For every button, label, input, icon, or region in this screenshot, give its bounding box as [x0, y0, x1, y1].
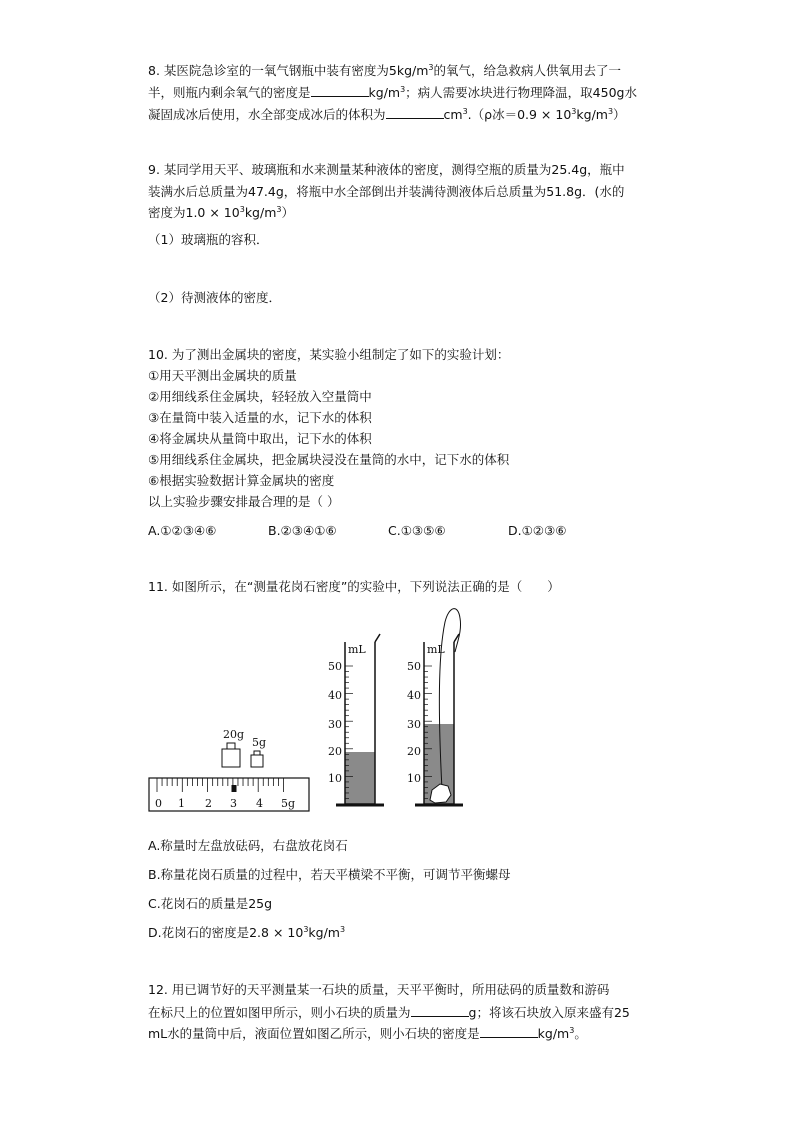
unit: kg/m [308, 925, 340, 940]
superscript: 3 [276, 204, 282, 214]
unit: cm [443, 107, 463, 122]
superscript: 3 [607, 106, 614, 116]
q10-option-d[interactable]: D.①②③⑥ [508, 523, 567, 538]
q10-step: ③在量筒中装入适量的水，记下水的体积 [148, 410, 372, 425]
answer-blank[interactable] [386, 106, 444, 119]
q12-text: g；将该石块放入原来盛有25 [468, 1005, 630, 1020]
ruler-label: 4 [256, 797, 263, 810]
ruler-label: 3 [230, 797, 237, 810]
q10-step: ⑤用细线系住金属块，把金属块浸没在量筒的水中，记下水的体积 [148, 452, 510, 467]
q11-figure [140, 600, 480, 825]
q11-option-b[interactable]: B.称量花岗石质量的过程中，若天平横梁不平衡，可调节平衡螺母 [148, 867, 511, 882]
superscript: 3 [428, 62, 434, 72]
measuring-cylinder-1 [328, 634, 384, 805]
q12-text: 。 [574, 1026, 587, 1041]
superscript: 3 [462, 106, 468, 116]
option-text: D.花岗石的密度是2.8 × 10 [148, 925, 304, 940]
balance-ruler [149, 778, 309, 811]
answer-blank[interactable] [480, 1025, 538, 1038]
unit: kg/m [244, 205, 277, 220]
superscript: 3 [303, 924, 309, 934]
q10-step: ⑥根据实验数据计算金属块的密度 [148, 473, 335, 488]
q9-sub1: （1）玻璃瓶的容积． [148, 232, 269, 247]
weight-5g [251, 736, 266, 767]
q8-text: .（ρ冰＝0.9 × 10 [467, 107, 572, 122]
q11-option-c[interactable]: C.花岗石的质量是25g [148, 896, 273, 911]
weight-20g-label: 20g [223, 728, 245, 741]
superscript: 3 [239, 204, 245, 214]
scale-label: 20 [407, 745, 421, 758]
q8-text: 的氧气，给急救病人供氧用去了一 [433, 63, 622, 78]
q8-text: 8. 某医院急诊室的一氧气钢瓶中装有密度为5kg/m [148, 63, 429, 78]
answer-blank[interactable] [411, 1004, 469, 1017]
q9-sub2: （2）待测液体的密度． [148, 290, 281, 305]
q8-line2 [148, 84, 637, 101]
q12-text: 在标尺上的位置如图甲所示，则小石块的质量为 [148, 1005, 411, 1020]
unit: kg/m [576, 107, 608, 122]
scale-label: 20 [328, 745, 342, 758]
answer-blank[interactable] [311, 84, 369, 97]
scale-label: 10 [407, 772, 421, 785]
q10-option-b[interactable]: B.②③④①⑥ [268, 523, 337, 538]
measuring-cylinder-2 [407, 609, 463, 805]
q9-text: ） [281, 205, 294, 220]
q10-option-c[interactable]: C.①③⑤⑥ [388, 523, 446, 538]
q12-line2 [148, 1004, 630, 1021]
superscript: 3 [339, 924, 346, 934]
q9-line1: 9. 某同学用天平、玻璃瓶和水来测量某种液体的密度，测得空瓶的质量为25.4g，瓶中 [148, 162, 625, 177]
superscript: 3 [571, 106, 577, 116]
q9-line3 [148, 205, 294, 221]
ruler-rider [232, 785, 237, 792]
q9-text: 密度为1.0 × 10 [148, 205, 240, 220]
q8-text: ；病人需要冰块进行物理降温，取450g水 [405, 85, 637, 100]
q10-stem: 10. 为了测出金属块的密度，某实验小组制定了如下的实验计划： [148, 347, 510, 362]
scale-label: 30 [328, 718, 342, 731]
q10-option-a[interactable]: A.①②③④⑥ [148, 523, 217, 538]
weight-20g [222, 728, 244, 767]
scale-label: 50 [328, 660, 342, 673]
q10-question: 以上实验步骤安排最合理的是（ ） [148, 494, 340, 509]
q8-text: ） [613, 107, 626, 122]
ruler-label: 5g [281, 797, 296, 810]
cylinder-unit: mL [427, 643, 445, 656]
unit: kg/m [537, 1026, 570, 1041]
superscript: 3 [400, 84, 406, 94]
cyl2-scale [407, 660, 421, 785]
q9-line2: 装满水后总质量为47.4g，将瓶中水全部倒出并装满待测液体后总质量为51.8g．(水的 [148, 184, 625, 199]
q10-step: ④将金属块从量筒中取出，记下水的体积 [148, 431, 372, 446]
scale-label: 30 [407, 718, 421, 731]
q8-text: 半，则瓶内剩余氧气的密度是 [148, 85, 311, 100]
q11-option-d[interactable] [148, 925, 345, 941]
weight-5g-label: 5g [252, 736, 267, 749]
cyl1-scale [328, 660, 342, 785]
ruler-label: 1 [178, 797, 185, 810]
cylinder-unit: mL [348, 643, 366, 656]
q12-line1: 12. 用已调节好的天平测量某一石块的质量，天平平衡时，所用砝码的质量数和游码 [148, 982, 610, 997]
q8-line1 [148, 63, 621, 79]
ruler-label: 0 [155, 797, 162, 810]
scale-label: 40 [328, 689, 342, 702]
scale-label: 10 [328, 772, 342, 785]
q11-option-a[interactable]: A.称量时左盘放砝码，右盘放花岗石 [148, 838, 348, 853]
q8-text: 凝固成冰后使用，水全部变成冰后的体积为 [148, 107, 386, 122]
q12-line3 [148, 1025, 587, 1042]
superscript: 3 [569, 1025, 575, 1035]
q12-text: mL水的量筒中后，液面位置如图乙所示，则小石块的密度是 [148, 1026, 480, 1041]
q11-stem: 11. 如图所示，在“测量花岗石密度”的实验中，下列说法正确的是（ ） [148, 579, 560, 594]
scale-label: 50 [407, 660, 421, 673]
q10-step: ②用细线系住金属块，轻轻放入空量筒中 [148, 389, 372, 404]
ruler-label: 2 [205, 797, 212, 810]
q8-line3 [148, 106, 626, 123]
q10-step: ①用天平测出金属块的质量 [148, 368, 297, 383]
unit: kg/m [368, 85, 401, 100]
scale-label: 40 [407, 689, 421, 702]
